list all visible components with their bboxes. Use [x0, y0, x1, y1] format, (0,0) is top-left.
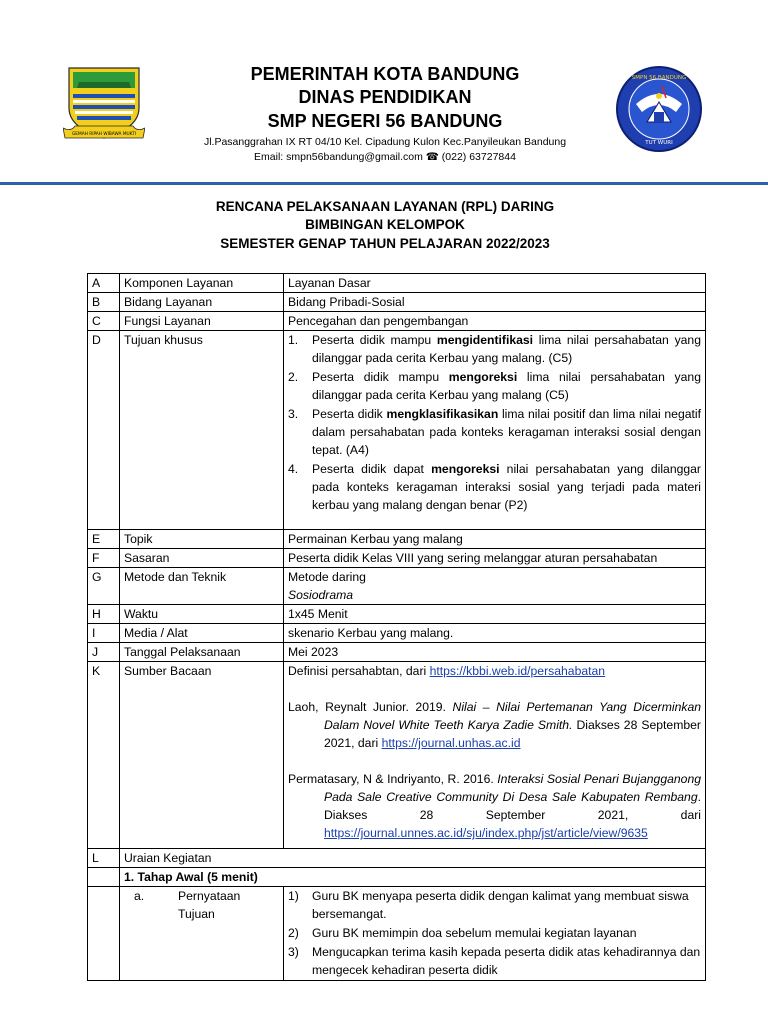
list-item [288, 943, 701, 980]
table-row [88, 293, 706, 312]
table-row [88, 887, 706, 981]
header-contact: Email: smpn56bandung@gmail.com ☎ (022) 63727844 [254, 151, 516, 163]
row-value: Bidang Pribadi-Sosial [284, 293, 706, 312]
row-label: Waktu [120, 605, 284, 624]
row-code: D [88, 331, 120, 530]
school-emblem-logo [614, 64, 704, 154]
activity-cell [284, 887, 706, 981]
doc-title-line1: RENCANA PELAKSANAAN LAYANAN (RPL) DARING [215, 199, 555, 214]
reference-link[interactable]: https://journal.unnes.ac.id/sju/index.php/jst/article/view/9635 [324, 826, 648, 840]
row-label: Fungsi Layanan [120, 312, 284, 331]
objectives-cell [284, 331, 706, 530]
header-address: Jl.Pasanggrahan IX RT 04/10 Kel. Cipadung Kulon Kec.Panyileukan Bandung [203, 136, 567, 148]
sub-label: Pernyataan Tujuan [178, 889, 241, 921]
row-code: H [88, 605, 120, 624]
item-number: 3) [288, 945, 299, 959]
table-row [88, 868, 706, 887]
row-code: A [88, 274, 120, 293]
reference-3: Permatasary, N & Indriyanto, R. 2016. Interaksi Sosial Penari Bujangganong Pada Sale Creative Community Di Desa Sale Kabupaten Rembang. Diakses 28 September 2021, dari https://journal.unnes.ac.id/sju/index.php/jst/article/view/9635 [288, 772, 701, 840]
item-text: Guru BK memimpin doa sebelum memulai kegiatan layanan [312, 926, 637, 940]
stage-heading: 1. Tahap Awal (5 menit) [120, 868, 706, 887]
item-text: Peserta didik mengklasifikasikan lima nilai positif dan lima nilai negatif dalam persahabatan pada konteks keragaman interaksi sosial dengan tepat. (A4) [312, 407, 701, 457]
row-code: E [88, 530, 120, 549]
row-value: Mei 2023 [284, 643, 706, 662]
row-value: Permainan Kerbau yang malang [284, 530, 706, 549]
activity-list [288, 887, 701, 980]
item-number: 4. [288, 462, 299, 476]
row-label: Tujuan khusus [120, 331, 284, 530]
row-code: I [88, 624, 120, 643]
sub-label-cell [120, 887, 284, 981]
row-value: Peserta didik Kelas VIII yang sering melanggar aturan persahabatan [284, 549, 706, 568]
method-cell [284, 568, 706, 605]
row-label: Sumber Bacaan [120, 662, 284, 849]
item-text: Mengucapkan terima kasih kepada peserta didik atas kehadirannya dan mengecek kehadiran peserta didik [312, 945, 701, 977]
row-code: G [88, 568, 120, 605]
list-item [288, 887, 701, 924]
sub-letter: a. [134, 889, 145, 903]
rpl-table [87, 273, 706, 981]
emblem-bottom-text: TUT WURI [645, 140, 673, 146]
row-label: Topik [120, 530, 284, 549]
row-code: J [88, 643, 120, 662]
row-code-blank [88, 868, 120, 887]
row-value: skenario Kerbau yang malang. [284, 624, 706, 643]
list-item [288, 924, 701, 943]
table-row [88, 530, 706, 549]
row-code: B [88, 293, 120, 312]
item-text: Peserta didik dapat mengoreksi nilai persahabatan yang dilanggar pada konteks keragaman interaksi sosial yang terjadi pada materi kerbau yang malang dengan benar (P2) [312, 462, 701, 512]
row-value: Layanan Dasar [284, 274, 706, 293]
list-item [288, 405, 701, 460]
reference-link[interactable]: https://journal.unhas.ac.id [381, 736, 521, 750]
row-code: F [88, 549, 120, 568]
objectives-list [288, 331, 701, 515]
row-value: Pencegahan dan pengembangan [284, 312, 706, 331]
item-number: 1) [288, 889, 299, 903]
doc-title-line2: BIMBINGAN KELOMPOK [305, 217, 465, 232]
letterhead-divider [0, 182, 768, 185]
header-address-block [150, 135, 620, 165]
table-row [88, 549, 706, 568]
list-item [288, 331, 701, 368]
table-row [88, 643, 706, 662]
row-code: K [88, 662, 120, 849]
table-row [88, 274, 706, 293]
crest-motto: GEMAH RIPAH WIBAWA MUKTI [71, 132, 137, 137]
reference-2: Laoh, Reynalt Junior. 2019. Nilai – Nilai Pertemanan Yang Dicerminkan Dalam Novel White Teeth Karya Zadie Smith. Diakses 28 September 2021, dari https://journal.unhas.ac.id [288, 700, 702, 750]
item-text: Peserta didik mampu mengidentifikasi lima nilai persahabatan yang dilanggar pada cerita Kerbau yang malang. (C5) [312, 333, 701, 365]
row-label: Media / Alat [120, 624, 284, 643]
row-label: Metode dan Teknik [120, 568, 284, 605]
row-code-blank [88, 887, 120, 981]
item-number: 3. [288, 407, 299, 421]
emblem-top-text: SMPN 56 BANDUNG [631, 75, 687, 81]
table-row [88, 331, 706, 530]
header-school-name: SMP NEGERI 56 BANDUNG [267, 111, 503, 131]
reference-link[interactable]: https://kbbi.web.id/persahabatan [429, 664, 606, 678]
item-text: Peserta didik mampu mengoreksi lima nilai persahabatan yang dilanggar pada cerita Kerbau yang malang (C5) [312, 370, 701, 402]
header-government: PEMERINTAH KOTA BANDUNG [250, 64, 520, 84]
table-row [88, 605, 706, 624]
item-number: 2. [288, 370, 299, 384]
reference-1: Definisi persahabtan, dari https://kbbi.web.id/persahabatan [288, 664, 606, 678]
item-number: 1. [288, 333, 299, 347]
bandung-crest-logo [63, 62, 145, 146]
row-label: Bidang Layanan [120, 293, 284, 312]
row-code: L [88, 849, 120, 868]
header-department: DINAS PENDIDIKAN [298, 87, 472, 107]
row-label: Sasaran [120, 549, 284, 568]
table-row [88, 662, 706, 849]
list-item [288, 368, 701, 405]
references-cell [284, 662, 706, 849]
row-label: Uraian Kegiatan [120, 849, 706, 868]
list-item [288, 460, 701, 515]
row-label: Tanggal Pelaksanaan [120, 643, 284, 662]
technique-value: Sosiodrama [288, 588, 354, 602]
table-row [88, 624, 706, 643]
table-row [88, 849, 706, 868]
doc-title-line3: SEMESTER GENAP TAHUN PELAJARAN 2022/2023 [220, 236, 550, 251]
item-number: 2) [288, 926, 299, 940]
row-value: Metode daring [288, 570, 366, 584]
item-text: Guru BK menyapa peserta didik dengan kalimat yang membuat siswa bersemangat. [312, 889, 689, 921]
row-value: 1x45 Menit [284, 605, 706, 624]
table-row [88, 568, 706, 605]
row-code: C [88, 312, 120, 331]
table-row [88, 312, 706, 331]
row-label: Komponen Layanan [120, 274, 284, 293]
